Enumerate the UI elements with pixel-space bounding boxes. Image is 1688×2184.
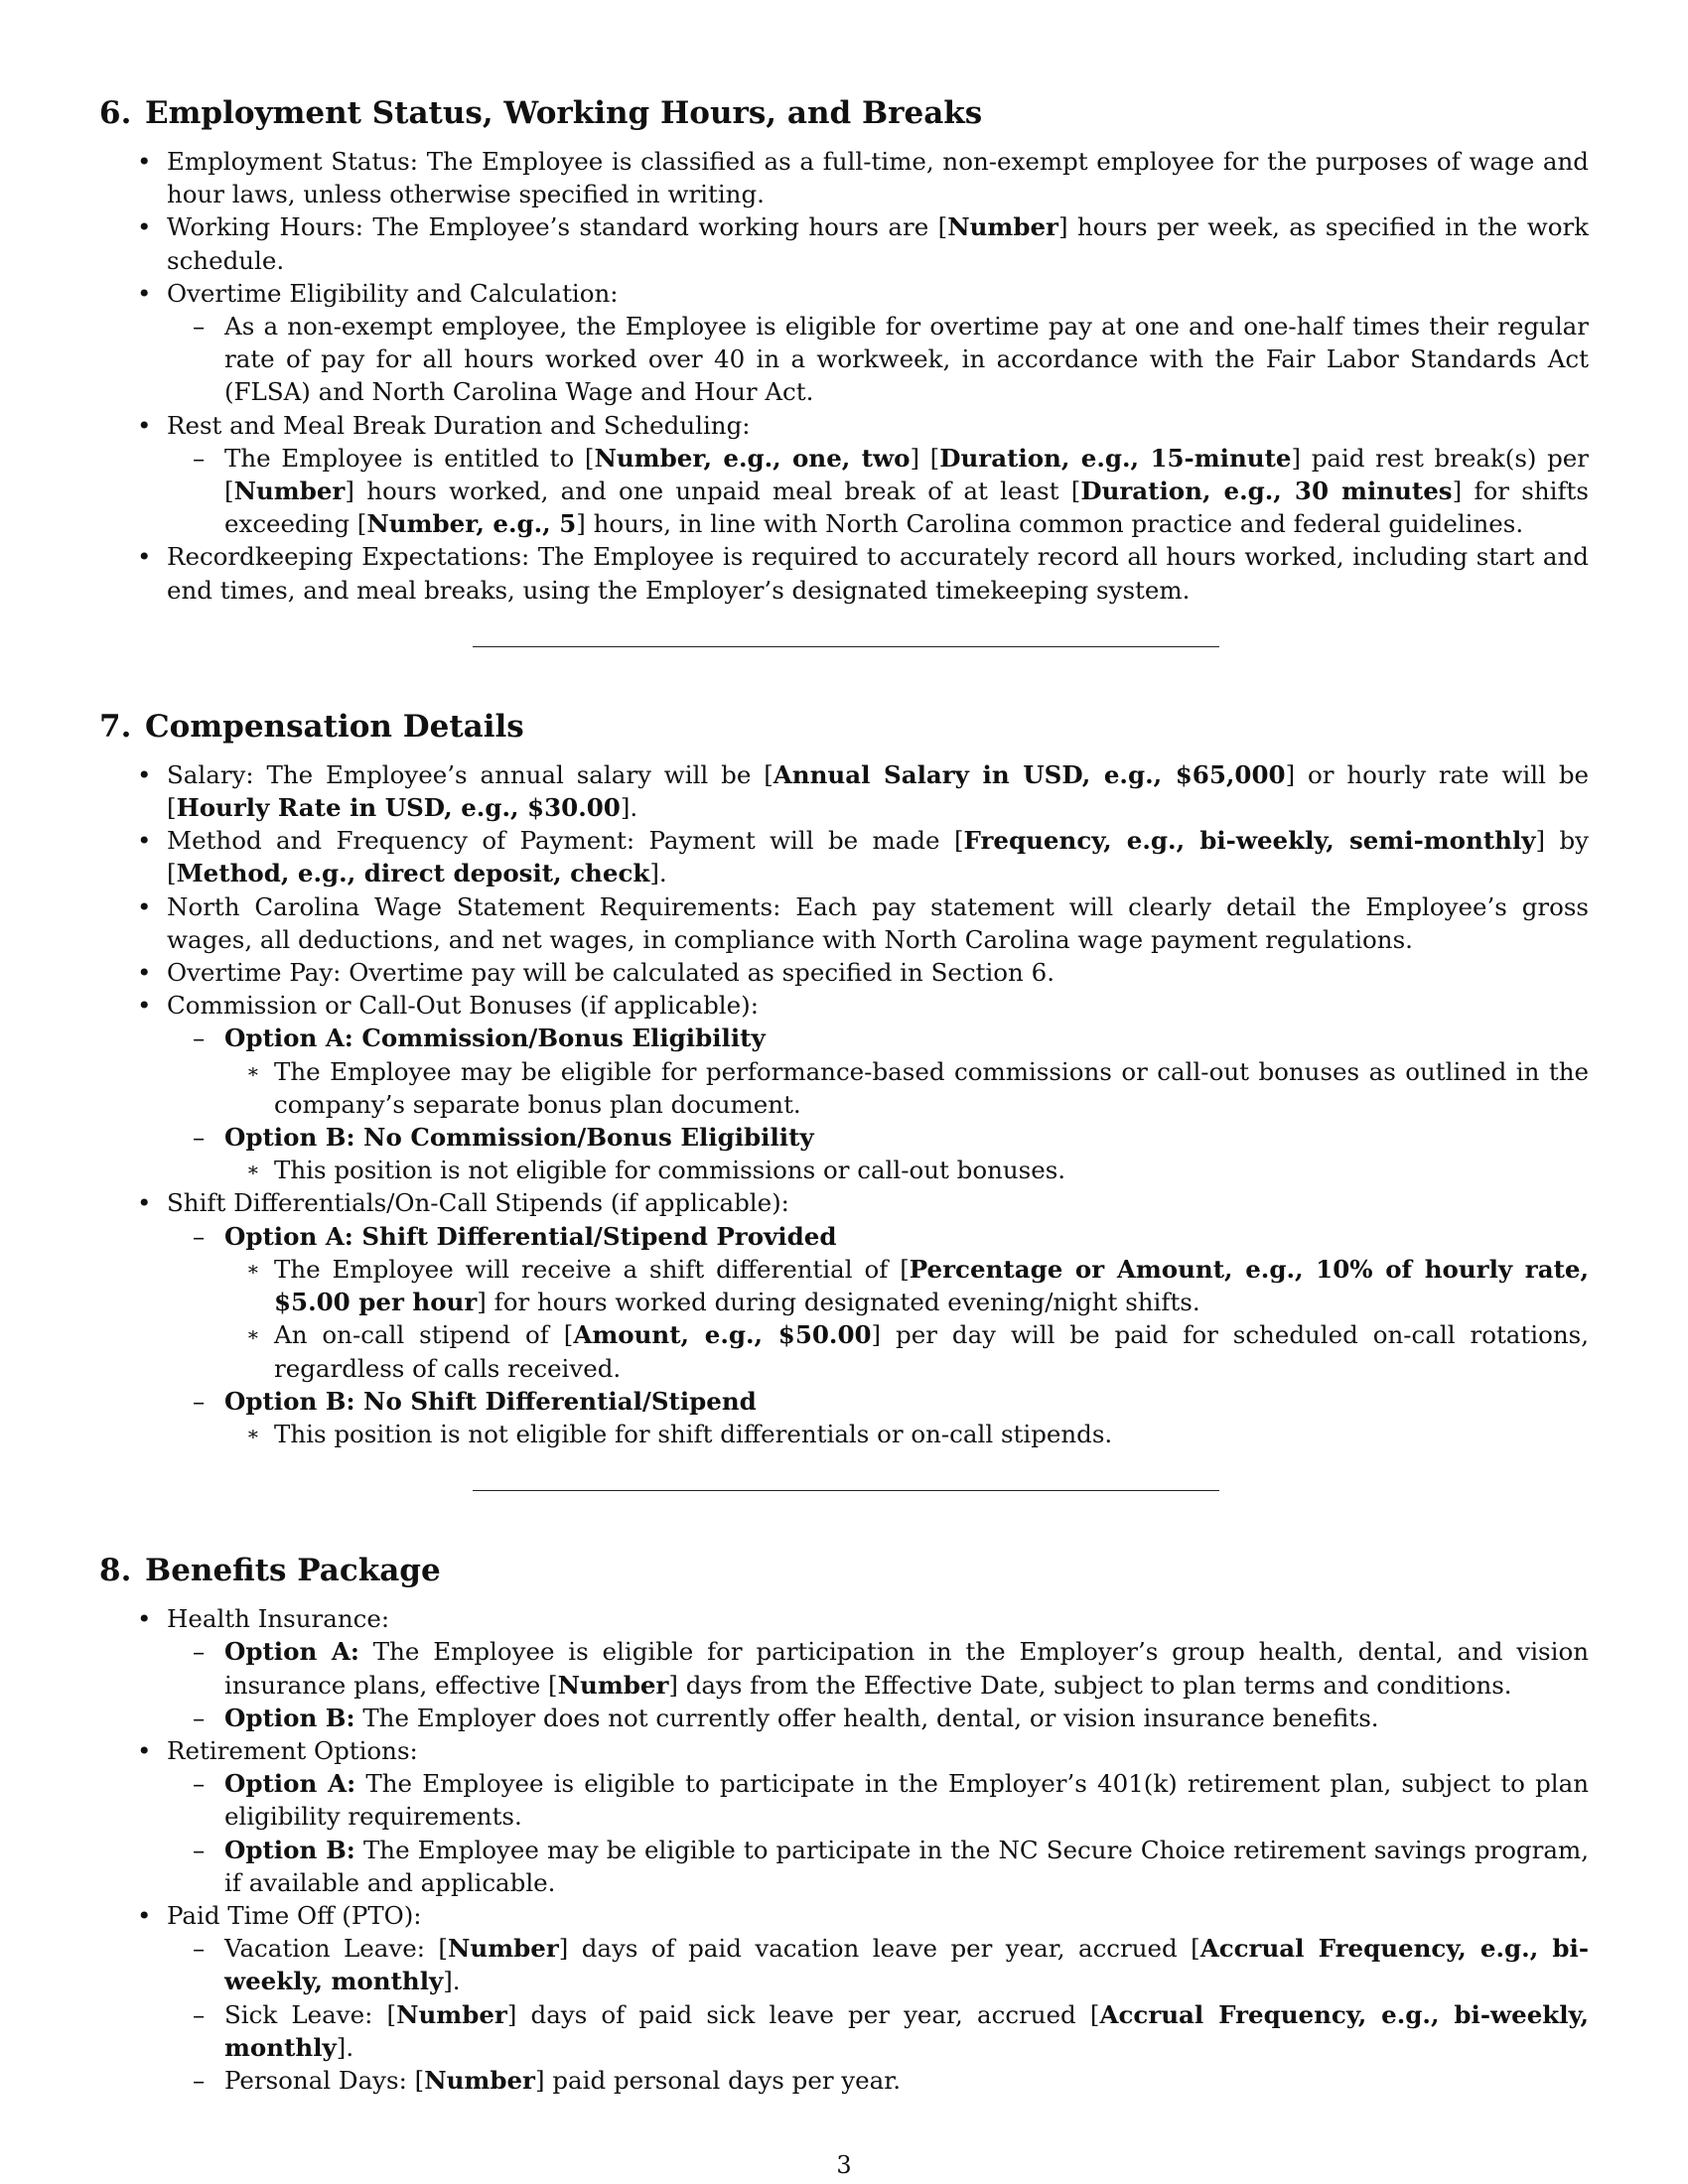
placeholder-field: Number, e.g., 5 <box>366 509 577 539</box>
section-number: 6. <box>99 95 132 131</box>
text-segment: ] for shifts exceeding [ <box>224 477 1589 539</box>
page-content <box>99 91 1589 2097</box>
placeholder-field: Number <box>424 2065 535 2095</box>
sub-item-breaks <box>163 442 1589 541</box>
text-segment: Vacation Leave: [ <box>224 1934 448 1964</box>
sub-item-retirement-b <box>163 1834 1589 1899</box>
section-title: Benefits Package <box>145 1553 441 1589</box>
health-label: Health Insurance: <box>167 1604 390 1634</box>
list-item-retirement <box>99 1734 1589 1899</box>
text-segment: ] or hourly rate will be [ <box>167 759 1589 823</box>
placeholder-field: Annual Salary in USD, e.g., $65,000 <box>773 759 1286 789</box>
commission-b-details <box>224 1154 1589 1186</box>
section-8-list <box>99 1602 1589 2097</box>
text-segment: ] days of paid vacation leave per year, accrued [ <box>558 1934 1200 1964</box>
retirement-label: Retirement Options: <box>167 1735 418 1765</box>
sub-item-commission-a <box>163 1022 1589 1121</box>
breaks-sublist <box>167 442 1589 541</box>
text-segment: ] by [ <box>167 826 1589 888</box>
option-title: Option A: Shift Differential/Stipend Provided <box>224 1221 837 1251</box>
section-divider <box>473 646 1219 647</box>
text-segment: ] paid personal days per year. <box>534 2065 902 2095</box>
text-segment: An on-call stipend of [ <box>274 1320 574 1350</box>
section-6-list <box>99 145 1589 607</box>
commission-sublist <box>167 1022 1589 1186</box>
text-segment: ] for hours worked during designated evening/night shifts. <box>477 1288 1200 1317</box>
text-segment: ] days of paid sick leave per year, accrued [ <box>506 1999 1100 2029</box>
detail-item <box>222 1154 1589 1186</box>
detail-text: This position is not eligible for commissions or call-out bonuses. <box>274 1156 1066 1185</box>
list-item-overtime-pay <box>99 956 1589 989</box>
sub-item-commission-b <box>163 1121 1589 1186</box>
pto-label: Paid Time Off (PTO): <box>167 1900 422 1930</box>
section-number: 8. <box>99 1553 132 1589</box>
sub-item-health-a <box>163 1635 1589 1701</box>
option-label: Option A: <box>224 1769 356 1799</box>
sub-item-personal <box>163 2064 1589 2097</box>
sub-item-retirement-a <box>163 1767 1589 1833</box>
retirement-sublist <box>167 1767 1589 1899</box>
commission-label: Commission or Call-Out Bonuses (if applicable): <box>167 991 759 1021</box>
wage-statement-text: North Carolina Wage Statement Requirements: Each pay statement will clearly detail the Employee’s gross wages, all deductions, and net wages, in compliance with North Carolina wage payment regulations. <box>167 891 1589 954</box>
text-segment: ]. <box>443 1967 461 1996</box>
health-sublist <box>167 1635 1589 1734</box>
section-7-list <box>99 758 1589 1450</box>
text-segment: Method and Frequency of Payment: Payment will be made [ <box>167 826 964 856</box>
sub-item-sick <box>163 1998 1589 2064</box>
text-segment: The Employee is entitled to [ <box>224 443 595 473</box>
text-segment: ]. <box>336 2032 354 2062</box>
text-segment: The Employer does not currently offer health, dental, or vision insurance benefits. <box>354 1703 1379 1732</box>
list-item-wage-statement <box>99 890 1589 956</box>
section-7-heading <box>99 705 1589 749</box>
text-segment: Working Hours: The Employee’s standard working hours are [ <box>167 212 948 242</box>
placeholder-field: Number <box>396 1999 507 2029</box>
section-6-heading <box>99 91 1589 135</box>
placeholder-field: Hourly Rate in USD, e.g., $30.00 <box>176 793 621 823</box>
option-title: Option B: No Shift Differential/Stipend <box>224 1386 757 1416</box>
text-segment: The Employee will receive a shift differential of [ <box>274 1254 910 1284</box>
sub-item-overtime <box>163 310 1589 409</box>
placeholder-field: Duration, e.g., 30 minutes <box>1080 477 1453 506</box>
overtime-pay-text: Overtime Pay: Overtime pay will be calculated as specified in Section 6. <box>167 958 1055 988</box>
text-segment: ] per day will be paid for scheduled on-call rotations, regardless of calls received. <box>274 1320 1589 1383</box>
text-segment: ]. <box>649 859 667 888</box>
page-number: 3 <box>836 2151 852 2179</box>
shift-b-details <box>224 1418 1589 1450</box>
text-segment: The Employee is eligible to participate in the Employer’s 401(k) retirement plan, subject to plan eligibility requirements. <box>224 1769 1589 1832</box>
text-segment: Salary: The Employee’s annual salary will be [ <box>167 759 774 789</box>
list-item-overtime <box>99 277 1589 409</box>
placeholder-field: Amount, e.g., $50.00 <box>573 1320 872 1350</box>
text-segment: ] days from the Effective Date, subject to plan terms and conditions. <box>668 1670 1512 1700</box>
placeholder-field: Accrual Frequency, e.g., bi-weekly, monthly <box>224 1999 1589 2062</box>
option-label: Option B: <box>224 1703 355 1732</box>
text-segment: ] [ <box>910 443 940 473</box>
shift-a-details <box>224 1253 1589 1385</box>
detail-text: The Employee may be eligible for performance-based commissions or call-out bonuses as outlined in the company’s separate bonus plan document. <box>274 1056 1589 1119</box>
text-segment: ] hours per week, as specified in the work schedule. <box>167 212 1590 275</box>
detail-item <box>222 1055 1589 1121</box>
placeholder-field: Percentage or Amount, e.g., 10% of hourly rate, $5.00 per hour <box>274 1254 1590 1317</box>
text-segment: ] paid rest break(s) per [ <box>224 443 1590 506</box>
sub-item-shift-b <box>163 1385 1589 1450</box>
overtime-label: Overtime Eligibility and Calculation: <box>167 278 619 308</box>
pto-sublist <box>167 1932 1589 2097</box>
text-segment: ]. <box>620 793 638 823</box>
list-item-salary <box>99 758 1589 824</box>
placeholder-field: Number <box>557 1670 669 1700</box>
detail-item <box>222 1253 1589 1318</box>
list-item-employment-status <box>99 145 1589 210</box>
placeholder-field: Method, e.g., direct deposit, check <box>176 859 650 888</box>
option-title: Option B: No Commission/Bonus Eligibility <box>224 1123 814 1153</box>
list-item-payment <box>99 824 1589 889</box>
list-item-breaks <box>99 409 1589 541</box>
section-title: Compensation Details <box>145 708 524 745</box>
text-segment: The Employee may be eligible to participate in the NC Secure Choice retirement savings program, if available and applicable. <box>224 1835 1589 1897</box>
option-label: Option B: <box>224 1835 355 1864</box>
text-segment: The Employee is eligible for participation in the Employer’s group health, dental, and vision insurance plans, effective [ <box>224 1637 1589 1700</box>
text-segment: ] hours, in line with North Carolina common practice and federal guidelines. <box>576 509 1524 539</box>
placeholder-field: Accrual Frequency, e.g., bi-weekly, monthly <box>224 1934 1589 1996</box>
section-title: Employment Status, Working Hours, and Breaks <box>145 95 983 131</box>
commission-a-details <box>224 1055 1589 1121</box>
list-item-recordkeeping <box>99 540 1589 606</box>
shift-sublist <box>167 1220 1589 1450</box>
option-label: Option A: <box>224 1637 359 1667</box>
detail-text: This position is not eligible for shift differentials or on-call stipends. <box>274 1419 1113 1448</box>
section-number: 7. <box>99 708 132 745</box>
list-item-shift <box>99 1186 1589 1450</box>
employment-status-text: Employment Status: The Employee is classified as a full-time, non-exempt employee for the purposes of wage and hour laws, unless otherwise specified in writing. <box>167 147 1589 209</box>
sub-item-shift-a <box>163 1220 1589 1385</box>
section-8-heading <box>99 1549 1589 1592</box>
option-title: Option A: Commission/Bonus Eligibility <box>224 1024 766 1053</box>
breaks-label: Rest and Meal Break Duration and Scheduling: <box>167 410 751 440</box>
list-item-commission <box>99 989 1589 1186</box>
detail-item <box>222 1418 1589 1450</box>
overtime-text: As a non-exempt employee, the Employee is eligible for overtime pay at one and one-half times their regular rate of pay for all hours worked over 40 in a workweek, in accordance with the Fair Labor Standards Act (FLSA) and North Carolina Wage and Hour Act. <box>224 312 1589 407</box>
placeholder-field: Number <box>233 477 346 506</box>
shift-label: Shift Differentials/On-Call Stipends (if applicable): <box>167 1188 789 1218</box>
list-item-working-hours <box>99 210 1589 276</box>
overtime-sublist <box>167 310 1589 409</box>
placeholder-field: Number <box>947 212 1058 242</box>
list-item-pto <box>99 1899 1589 2097</box>
list-item-health <box>99 1602 1589 1734</box>
recordkeeping-text: Recordkeeping Expectations: The Employee is required to accurately record all hours worked, including start and end times, and meal breaks, using the Employer’s designated timekeeping system. <box>167 542 1589 605</box>
sub-item-health-b <box>163 1702 1589 1734</box>
detail-item <box>222 1318 1589 1384</box>
text-segment: Sick Leave: [ <box>224 1999 397 2029</box>
placeholder-field: Duration, e.g., 15-minute <box>939 443 1292 473</box>
placeholder-field: Number <box>447 1934 559 1964</box>
placeholder-field: Number, e.g., one, two <box>594 443 911 473</box>
text-segment: Personal Days: [ <box>224 2065 425 2095</box>
sub-item-vacation <box>163 1932 1589 1997</box>
section-divider <box>473 1490 1219 1491</box>
placeholder-field: Frequency, e.g., bi-weekly, semi-monthly <box>963 826 1536 856</box>
text-segment: ] hours worked, and one unpaid meal break of at least [ <box>345 477 1081 506</box>
